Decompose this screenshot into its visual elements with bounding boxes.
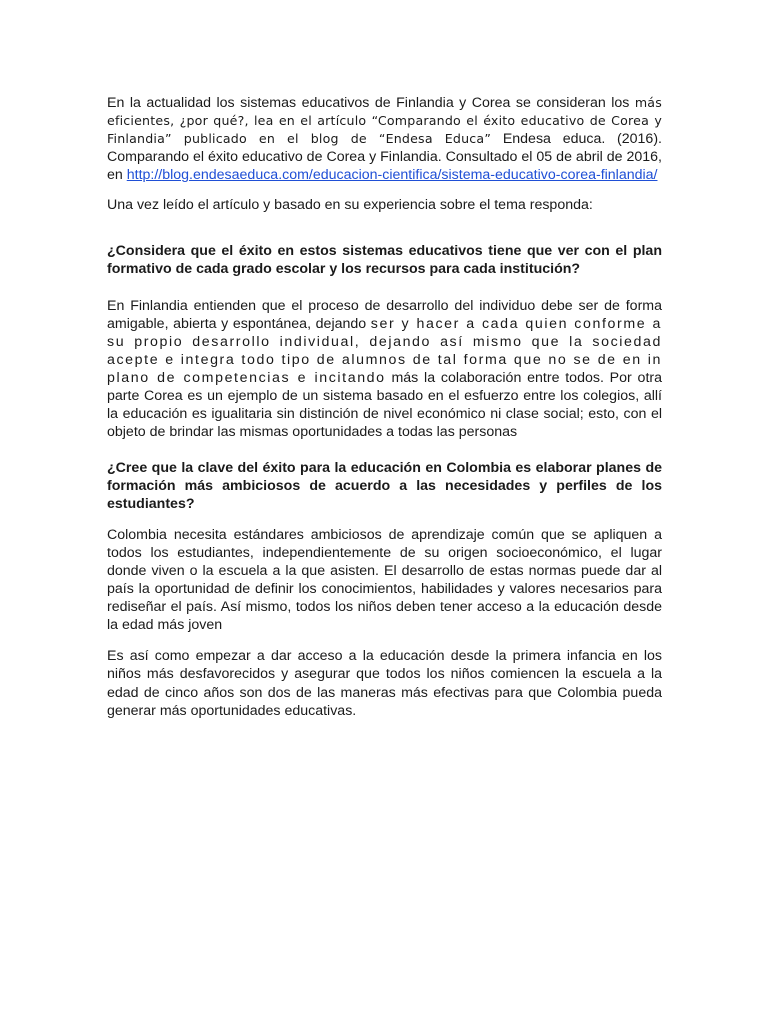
answer-3-paragraph: Es así como empezar a dar acceso a la educación desde la primera infancia en los niños más desfavorecidos y asegurar que todos los niños comiencen la escuela a la edad de cinco años son dos de las maneras más efectivas para que Colombia pueda generar más oportunidades educativas. <box>107 648 662 719</box>
document-page <box>107 90 662 720</box>
intro-text-2: más eficientes, ¿por qué?, lea en el artículo “Comparando el éxito educativo de Corea y Finlandia” publicado en el blog de “Endesa Educa” <box>107 95 662 147</box>
instruction-paragraph: Una vez leído el artículo y basado en su experiencia sobre el tema responda: <box>107 197 593 214</box>
answer-2-paragraph: Colombia necesita estándares ambiciosos de aprendizaje común que se apliquen a todos los estudiantes, independientemente de su origen socioeconómico, el lugar donde viven o la escuela a la que asisten. El desarrollo de estas normas puede dar al país la oportunidad de definir los conocimientos, habilidades y valores necesarios para rediseñar el país. Así mismo, todos los niños deben tener acceso a la educación desde la edad más joven <box>107 526 662 634</box>
intro-paragraph <box>107 94 662 184</box>
answer-1-text-2: ser y hacer a cada quien conforme a su propio desarrollo individual, dejando así mismo que la sociedad acepte e integra todo tipo de alumnos de tal forma que no se de en in plano de competencias e incitando <box>107 315 662 387</box>
answer-1-paragraph <box>107 297 662 442</box>
answer-1-text-1: En Finlandia entienden que el proceso de desarrollo del individuo debe ser de forma amigable, abierta y espontánea, dejando <box>107 297 662 332</box>
answer-1-text-3: más la colaboración entre todos. Por otra parte Corea es un ejemplo de un sistema basado en el esfuerzo entre los colegios, allí la educación es igualitaria sin distinción de nivel económico ni clase social; esto, con el objeto de brindar las mismas oportunidades a todas las personas <box>107 370 662 441</box>
intro-text-3: Endesa educa. (2016). Comparando el éxito educativo de Corea y Finlandia. Consultado el 05 de abril de 2016, en <box>107 131 662 184</box>
question-1-heading: ¿Considera que el éxito en estos sistemas educativos tiene que ver con el plan formativo de cada grado escolar y los recursos para cada institución? <box>107 242 662 277</box>
intro-text-1: En la actualidad los sistemas educativos de Finlandia y Corea se consideran los <box>107 95 635 111</box>
question-2-heading: ¿Cree que la clave del éxito para la educación en Colombia es elaborar planes de formación más ambiciosos de acuerdo a las necesidades y perfiles de los estudiantes? <box>107 459 662 512</box>
article-link[interactable]: http://blog.endesaeduca.com/educacion-cientifica/sistema-educativo-corea-finlandia/ <box>126 167 658 184</box>
